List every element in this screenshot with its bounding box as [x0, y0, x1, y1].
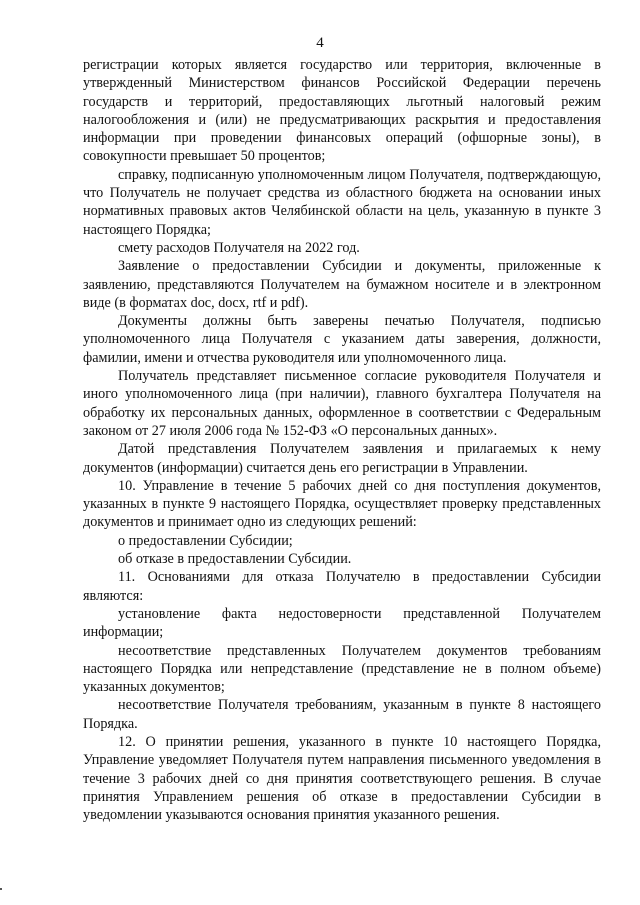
paragraph-document-certification: Документы должны быть заверены печатью Получателя, подписью уполномоченного лица Получателя с указанием даты заверения, должности, фамилии, имени и отчества руководителя или уполномоченного лица.	[83, 313, 601, 366]
list-item-false-information: установление факта недостоверности представленной Получателем информации;	[83, 605, 601, 641]
document-body	[83, 56, 601, 824]
paragraph-application-submission: Заявление о предоставлении Субсидии и документы, приложенные к заявлению, представляются Получателем на бумажном носителе и в электронном виде (в форматах doc, docx, rtf и pdf).	[83, 258, 601, 311]
paragraph-clause-12: 12. О принятии решения, указанного в пункте 10 настоящего Порядка, Управление уведомляет Получателя путем направления письменного уведомления в течение 3 рабочих дней со дня принятия соответствующего решения. В случае принятия Управлением решения об отказе в предоставлении Субсидии в уведомлении указываются основания принятия указанного решения.	[83, 733, 601, 824]
list-item-document-noncompliance: несоответствие представленных Получателем документов требованиям настоящего Порядка или непредставление (представление не в полном объеме) указанных документов;	[83, 642, 601, 696]
paragraph-clause-11: 11. Основаниями для отказа Получателю в предоставлении Субсидии являются:	[83, 569, 601, 604]
list-item-refusal-decision: об отказе в предоставлении Субсидии.	[118, 551, 352, 568]
paragraph-certificate: справку, подписанную уполномоченным лицом Получателя, подтверждающую, что Получатель не получает средства из областного бюджета на основании иных нормативных правовых актов Челябинской области на цель, указанную в пункте 3 настоящего Порядка;	[83, 166, 601, 238]
page-number: 4	[316, 35, 324, 51]
paragraph-personal-data-consent: Получатель представляет письменное согласие руководителя Получателя и иного уполномоченного лица (при наличии), главного бухгалтера Получателя на обработку их персональных данных, оформленное в соответствии с Федеральным законом от 27 июля 2006 года № 152-ФЗ «О персональных данных».	[83, 368, 601, 439]
paragraph-submission-date: Датой представления Получателем заявления и прилагаемых к нему документов (информации) считается день его регистрации в Управлении.	[83, 441, 601, 476]
paragraph-expense-estimate: смету расходов Получателя на 2022 год.	[118, 239, 360, 256]
paragraph-clause-10: 10. Управление в течение 5 рабочих дней со дня поступления документов, указанных в пункте 9 настоящего Порядка, осуществляет проверку представленных документов и принимает одно из следующих решений:	[83, 477, 601, 531]
paragraph-continuation: регистрации которых является государство или территория, включенные в утвержденный Министерством финансов Российской Федерации перечень государств и территорий, предоставляющих льготный налоговый режим налогообложения и (или) не предусматривающих раскрытия и предоставления информации при проведении финансовых операций (офшорные зоны), в совокупности превышает 50 процентов;	[83, 57, 601, 165]
list-item-recipient-noncompliance: несоответствие Получателя требованиям, указанным в пункте 8 настоящего Порядка.	[83, 697, 601, 732]
scan-mark	[0, 888, 2, 890]
list-item-grant-decision: о предоставлении Субсидии;	[118, 532, 293, 549]
